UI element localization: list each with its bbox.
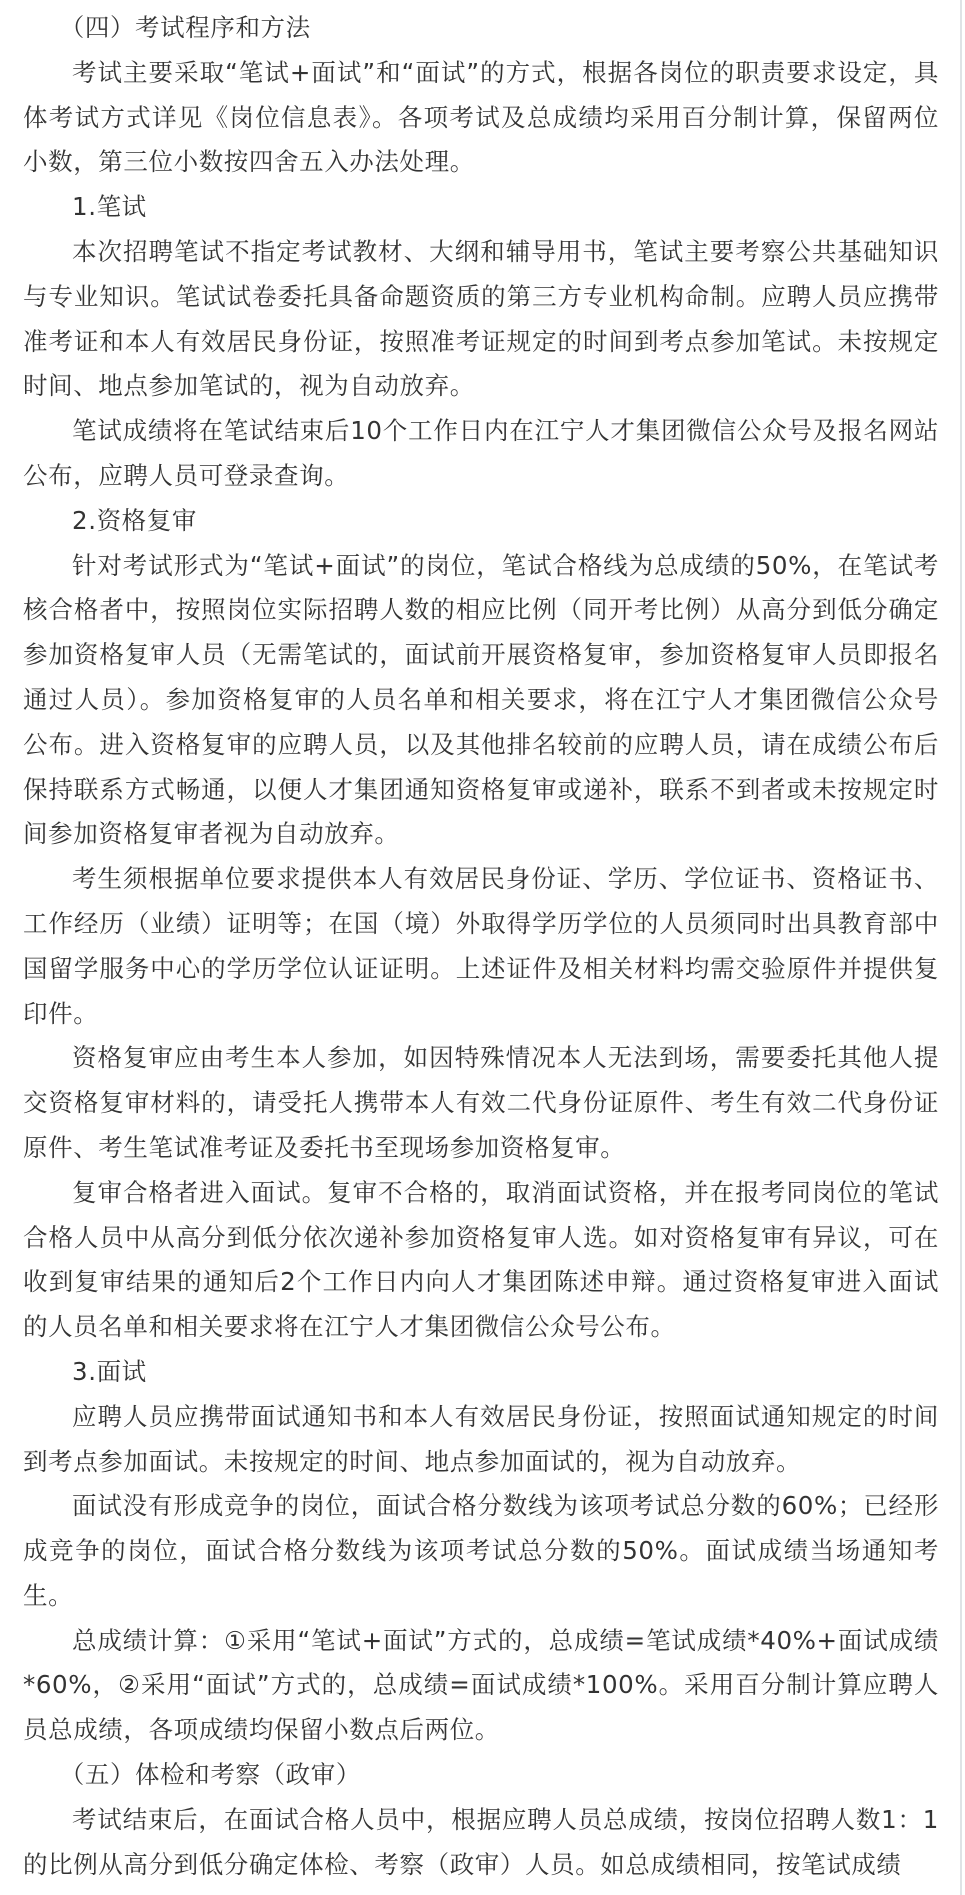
subheading-interview: 3.面试	[72, 1356, 147, 1386]
paragraph-qualification-review: 针对考试形式为“笔试+面试”的岗位，笔试合格线为总成绩的50%，在笔试考核合格者中，按照岗位实际招聘人数的相应比例（同开考比例）从高分到低分确定参加资格复审人员（无需笔试的，面试前开展资格复审，参加资格复审人员即报名通过人员）。参加资格复审的人员名单和相关要求，将在江宁人才集团微信公众号公布。进入资格复审的应聘人员，以及其他排名较前的应聘人员，请在成绩公布后保持联系方式畅通，以便人才集团通知资格复审或递补，联系不到者或未按规定时间参加资格复审者视为自动放弃。	[23, 550, 939, 849]
section-heading-exam-procedure: （四）考试程序和方法	[59, 13, 311, 42]
right-divider	[960, 0, 962, 1895]
paragraph-physical-exam: 考试结束后，在面试合格人员中，根据应聘人员总成绩，按岗位招聘人数1：1的比例从高分到低分确定体检、考察（政审）人员。如总成绩相同，按笔试成绩	[23, 1804, 939, 1879]
paragraph-required-documents: 考生须根据单位要求提供本人有效居民身份证、学历、学位证书、资格证书、工作经历（业绩）证明等；在国（境）外取得学历学位的人员须同时出具教育部中国留学服务中心的学历学位认证证明。上述证件及相关材料均需交验原件并提供复印件。	[23, 864, 939, 1028]
section-heading-physical-exam: （五）体检和考察（政审）	[59, 1760, 361, 1790]
paragraph-total-score: 总成绩计算：①采用“笔试+面试”方式的，总成绩=笔试成绩*40%+面试成绩*60%，②采用“面试”方式的，总成绩=面试成绩*100%。采用百分制计算应聘人员总成绩，各项成绩均保留小数点后两位。	[23, 1625, 939, 1745]
paragraph-exam-method: 考试主要采取“笔试+面试”和“面试”的方式，根据各岗位的职责要求设定，具体考试方式详见《岗位信息表》。各项考试及总成绩均采用百分制计算，保留两位小数，第三位小数按四舍五入办法处理。	[23, 57, 939, 177]
paragraph-written-exam: 本次招聘笔试不指定考试教材、大纲和辅导用书，笔试主要考察公共基础知识与专业知识。笔试试卷委托具备命题资质的第三方专业机构命制。应聘人员应携带准考证和本人有效居民身份证，按照准考证规定的时间到考点参加笔试。未按规定时间、地点参加笔试的，视为自动放弃。	[23, 236, 939, 401]
article-content	[23, 6, 939, 1887]
paragraph-interview-attendance: 应聘人员应携带面试通知书和本人有效居民身份证，按照面试通知规定的时间到考点参加面试。未按规定的时间、地点参加面试的，视为自动放弃。	[23, 1401, 939, 1476]
paragraph-review-outcome: 复审合格者进入面试。复审不合格的，取消面试资格，并在报考同岗位的笔试合格人员中从高分到低分依次递补参加资格复审人选。如对资格复审有异议，可在收到复审结果的通知后2个工作日内向人才集团陈述申辩。通过资格复审进入面试的人员名单和相关要求将在江宁人才集团微信公众号公布。	[23, 1177, 939, 1342]
subheading-written-exam: 1.笔试	[72, 192, 147, 222]
paragraph-interview-passing-line: 面试没有形成竞争的岗位，面试合格分数线为该项考试总分数的60%；已经形成竞争的岗位，面试合格分数线为该项考试总分数的50%。面试成绩当场通知考生。	[23, 1491, 939, 1610]
subheading-qualification-review: 2.资格复审	[72, 505, 197, 535]
paragraph-review-attendance: 资格复审应由考生本人参加，如因特殊情况本人无法到场，需要委托其他人提交资格复审材料的，请受托人携带本人有效二代身份证原件、考生有效二代身份证原件、考生笔试准考证及委托书至现场参加资格复审。	[23, 1043, 939, 1162]
paragraph-written-exam-results: 笔试成绩将在笔试结束后10个工作日内在江宁人才集团微信公众号及报名网站公布，应聘人员可登录查询。	[23, 416, 939, 490]
